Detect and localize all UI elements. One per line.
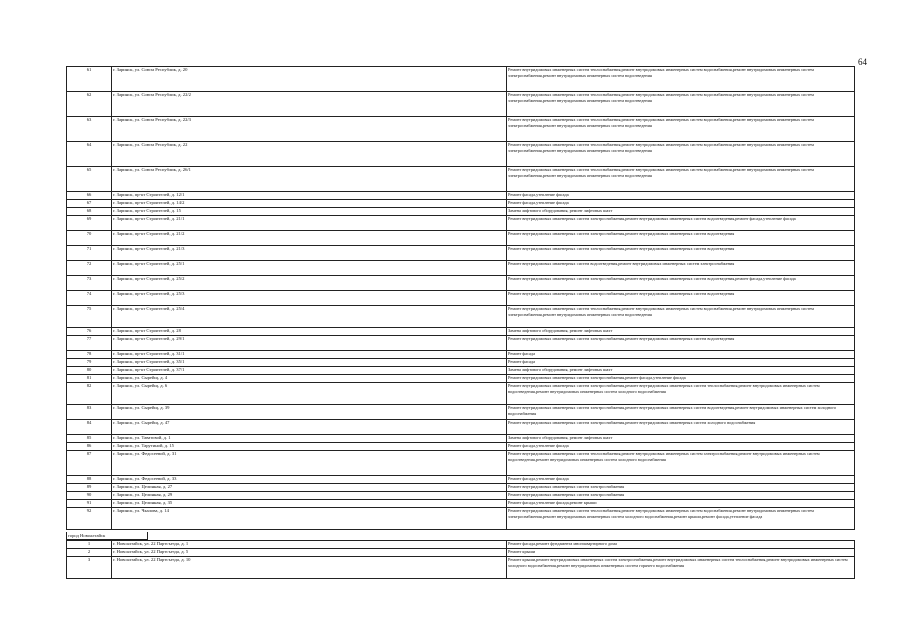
work-cell: Ремонт внутридомовых инженерных систем электроснабжения	[507, 484, 855, 492]
table-row	[67, 142, 855, 167]
work-cell: Замена лифтового оборудования, ремонт лифтовых шахт	[507, 435, 855, 443]
address-cell: г. Заринск, ул. Целинная, д. 27	[112, 484, 507, 492]
work-cell: Ремонт фасада	[507, 351, 855, 359]
table-row	[67, 351, 855, 359]
row-number: 81	[67, 375, 112, 383]
address-cell: г. Заринск, пр-кт Строителей, д. 14/2	[112, 200, 507, 208]
row-number: 66	[67, 192, 112, 200]
table-row	[67, 336, 855, 351]
table-row	[67, 476, 855, 484]
work-cell: Ремонт внутридомовых инженерных систем электроснабжения,ремонт внутридомовых инженерных систем холодного водоснабжения	[507, 420, 855, 435]
table-row	[67, 246, 855, 261]
work-cell: Ремонт фасада,ремонт фундамента многоквартирного дома	[507, 541, 855, 549]
address-cell: г. Заринск, ул. Федосеевой, д. 31	[112, 451, 507, 476]
novoaltaysk-table	[66, 540, 855, 579]
row-number: 72	[67, 261, 112, 276]
table-row	[67, 291, 855, 306]
work-cell: Ремонт фасада,утепление фасада	[507, 192, 855, 200]
row-number: 73	[67, 276, 112, 291]
row-number: 67	[67, 200, 112, 208]
work-cell: Ремонт внутридомовых инженерных систем электроснабжения,ремонт фасада,утепление фасада	[507, 375, 855, 383]
table-row	[67, 484, 855, 492]
work-cell: Ремонт внутридомовых инженерных систем электроснабжения,ремонт внутридомовых инженерных систем водоотведения,ремонт фасада,утепление фасада	[507, 276, 855, 291]
address-cell: г. Новоалтайск, ул. 22 Партсъезда, д. 10	[112, 557, 507, 579]
table-row	[67, 208, 855, 216]
work-cell: Ремонт внутридомовых инженерных систем электроснабжения,ремонт внутридомовых инженерных систем водоотведения,ремонт фасада,утепление фасада	[507, 216, 855, 231]
address-cell: г. Заринск, пр-кт Строителей, д. 25/4	[112, 306, 507, 328]
row-number: 84	[67, 420, 112, 435]
address-cell: г. Заринск, пр-кт Строителей, д. 21/2	[112, 231, 507, 246]
work-cell: Замена лифтового оборудования, ремонт лифтовых шахт	[507, 328, 855, 336]
table-row	[67, 549, 855, 557]
table-row	[67, 443, 855, 451]
work-cell: Ремонт фасада,утепление фасада	[507, 200, 855, 208]
table-row	[67, 492, 855, 500]
row-number: 88	[67, 476, 112, 484]
row-number: 64	[67, 142, 112, 167]
address-cell: г. Заринск, ул. Сырейщ, д. 47	[112, 420, 507, 435]
table-row	[67, 508, 855, 530]
work-cell: Ремонт фасада,утепление фасада,ремонт крыши	[507, 500, 855, 508]
table-row	[67, 383, 855, 405]
table-row	[67, 367, 855, 375]
row-number: 71	[67, 246, 112, 261]
work-cell: Ремонт фасада	[507, 359, 855, 367]
work-cell: Замена лифтового оборудования, ремонт лифтовых шахт	[507, 367, 855, 375]
address-cell: г. Заринск, ул. Целинная, д. 29	[112, 492, 507, 500]
table-row	[67, 500, 855, 508]
work-cell: Ремонт внутридомовых инженерных систем теплоснабжения,ремонт внутридомовых инженерных систем водоснабжения,ремонт внутридомовых инженерных систем электроснабжения,ремонт внутридомовых инженерных систем водоотведения	[507, 92, 855, 117]
table-row	[67, 117, 855, 142]
work-cell: Ремонт крыши,ремонт внутридомовых инженерных систем электроснабжения,ремонт внутридомовых инженерных систем теплоснабжения,ремонт внутридомовых инженерных систем холодного водоснабжения,ремонт внутридомовых инженерных систем горячего водоснабжения	[507, 557, 855, 579]
table-row	[67, 541, 855, 549]
work-cell: Ремонт фасада,утепление фасада	[507, 476, 855, 484]
row-number: 68	[67, 208, 112, 216]
table-row	[67, 231, 855, 246]
address-cell: г. Заринск, пр-кт Строителей, д. 21/3	[112, 246, 507, 261]
address-cell: г. Заринск, ул. Федосеевой, д. 33	[112, 476, 507, 484]
table-row	[67, 375, 855, 383]
work-cell: Ремонт внутридомовых инженерных систем теплоснабжения,ремонт внутридомовых инженерных систем водоснабжения,ремонт внутридомовых инженерных систем электроснабжения,ремонт внутридомовых инженерных систем водоотведения	[507, 306, 855, 328]
address-cell: г. Заринск, пр-кт Строителей, д. 25/2	[112, 276, 507, 291]
address-cell: г. Заринск, пр-кт Строителей, д. 29/1	[112, 336, 507, 351]
row-number: 65	[67, 167, 112, 192]
table-row	[67, 557, 855, 579]
work-cell: Ремонт внутридомовых инженерных систем электроснабжения	[507, 492, 855, 500]
table-row	[67, 167, 855, 192]
table-row	[67, 192, 855, 200]
page-number: 64	[858, 57, 867, 67]
table-row	[67, 216, 855, 231]
work-cell: Ремонт внутридомовых инженерных систем электроснабжения,ремонт внутридомовых инженерных систем водоотведения	[507, 336, 855, 351]
row-number: 92	[67, 508, 112, 530]
table-row	[67, 405, 855, 420]
row-number: 63	[67, 117, 112, 142]
table-row	[67, 359, 855, 367]
table-row	[67, 200, 855, 208]
address-cell: г. Заринск, ул. Союза Республик, д. 26/1	[112, 167, 507, 192]
address-cell: г. Заринск, пр-кт Строителей, д. 15	[112, 208, 507, 216]
row-number: 76	[67, 328, 112, 336]
work-cell: Ремонт внутридомовых инженерных систем электроснабжения,ремонт внутридомовых инженерных систем водоотведения	[507, 231, 855, 246]
address-cell: г. Заринск, ул. Целинная, д. 35	[112, 500, 507, 508]
section-title: город Новоалтайск	[66, 532, 148, 540]
row-number: 80	[67, 367, 112, 375]
address-cell: г. Заринск, ул. Тарутиной, д. 15	[112, 443, 507, 451]
row-number: 70	[67, 231, 112, 246]
address-cell: г. Заринск, ул. Чкалова, д. 14	[112, 508, 507, 530]
table-row	[67, 420, 855, 435]
row-number: 3	[67, 557, 112, 579]
row-number: 91	[67, 500, 112, 508]
address-cell: г. Заринск, пр-кт Строителей, д. 21/1	[112, 216, 507, 231]
work-cell: Ремонт внутридомовых инженерных систем теплоснабжения,ремонт внутридомовых инженерных систем электроснабжения,ремонт внутридомовых инженерных систем водоотведения,ремонт внутридомовых инженерных систем холодного водоснабжения	[507, 451, 855, 476]
address-cell: г. Заринск, пр-кт Строителей, д. 37/1	[112, 367, 507, 375]
address-cell: г. Заринск, пр-кт Строителей, д. 35/1	[112, 359, 507, 367]
work-cell: Ремонт фасада,утепление фасада	[507, 443, 855, 451]
row-number: 75	[67, 306, 112, 328]
address-cell: г. Заринск, ул. Сырейщ, д. 39	[112, 405, 507, 420]
address-cell: г. Заринск, пр-кт Строителей, д. 12/1	[112, 192, 507, 200]
work-cell: Ремонт внутридомовых инженерных систем электроснабжения,ремонт внутридомовых инженерных систем водоотведения,ремонт внутридомовых инженерных систем холодного водоснабжения	[507, 405, 855, 420]
table-row	[67, 306, 855, 328]
address-cell: г. Новоалтайск, ул. 22 Партсъезда, д. 1	[112, 541, 507, 549]
row-number: 77	[67, 336, 112, 351]
address-cell: г. Заринск, ул. Союза Республик, д. 22	[112, 142, 507, 167]
row-number: 82	[67, 383, 112, 405]
row-number: 90	[67, 492, 112, 500]
address-cell: г. Новоалтайск, ул. 22 Партсъезда, д. 5	[112, 549, 507, 557]
table-row	[67, 67, 855, 92]
row-number: 79	[67, 359, 112, 367]
work-cell: Ремонт внутридомовых инженерных систем теплоснабжения,ремонт внутридомовых инженерных систем водоснабжения,ремонт внутридомовых инженерных систем электроснабжения,ремонт внутридомовых инженерных систем водоотведения	[507, 167, 855, 192]
address-cell: г. Заринск, пр-кт Строителей, д. 25/1	[112, 261, 507, 276]
row-number: 89	[67, 484, 112, 492]
table-row	[67, 451, 855, 476]
address-cell: г. Заринск, ул. Сырейщ, д. 6	[112, 383, 507, 405]
address-cell: г. Заринск, ул. Сырейщ, д. 4	[112, 375, 507, 383]
table-row	[67, 276, 855, 291]
address-cell: г. Заринск, ул. Союза Республик, д. 22/3	[112, 117, 507, 142]
address-cell: г. Заринск, ул. Таватовой, д. 1	[112, 435, 507, 443]
table-row	[67, 328, 855, 336]
address-cell: г. Заринск, пр-кт Строителей, д. 31/1	[112, 351, 507, 359]
address-cell: г. Заринск, пр-кт Строителей, д. 28	[112, 328, 507, 336]
row-number: 78	[67, 351, 112, 359]
table-row	[67, 435, 855, 443]
row-number: 2	[67, 549, 112, 557]
table-row	[67, 92, 855, 117]
row-number: 87	[67, 451, 112, 476]
row-number: 69	[67, 216, 112, 231]
work-cell: Ремонт крыши	[507, 549, 855, 557]
work-cell: Ремонт внутридомовых инженерных систем электроснабжения,ремонт внутридомовых инженерных систем водоотведения	[507, 291, 855, 306]
row-number: 62	[67, 92, 112, 117]
address-cell: г. Заринск, ул. Союза Республик, д. 20	[112, 67, 507, 92]
works-table	[66, 66, 855, 530]
row-number: 86	[67, 443, 112, 451]
row-number: 83	[67, 405, 112, 420]
work-cell: Замена лифтового оборудования, ремонт лифтовых шахт	[507, 208, 855, 216]
work-cell: Ремонт внутридомовых инженерных систем электроснабжения,ремонт внутридомовых инженерных систем теплоснабжения,ремонт внутридомовых инженерных систем водоотведения,ремонт внутридомовых инженерных систем холодного водоснабжения	[507, 383, 855, 405]
row-number: 61	[67, 67, 112, 92]
work-cell: Ремонт внутридомовых инженерных систем теплоснабжения,ремонт внутридомовых инженерных систем водоснабжения,ремонт внутридомовых инженерных систем электроснабжения,ремонт внутридомовых инженерных систем холодного водоснабжения,ремонт крыши,ремонт фасада,утепление фасада	[507, 508, 855, 530]
address-cell: г. Заринск, ул. Союза Республик, д. 22/2	[112, 92, 507, 117]
row-number: 85	[67, 435, 112, 443]
work-cell: Ремонт внутридомовых инженерных систем электроснабжения,ремонт внутридомовых инженерных систем водоотведения	[507, 246, 855, 261]
row-number: 1	[67, 541, 112, 549]
row-number: 74	[67, 291, 112, 306]
work-cell: Ремонт внутридомовых инженерных систем теплоснабжения,ремонт внутридомовых инженерных систем водоснабжения,ремонт внутридомовых инженерных систем электроснабжения,ремонт внутридомовых инженерных систем водоотведения	[507, 142, 855, 167]
address-cell: г. Заринск, пр-кт Строителей, д. 25/3	[112, 291, 507, 306]
table-row	[67, 261, 855, 276]
work-cell: Ремонт внутридомовых инженерных систем теплоснабжения,ремонт внутридомовых инженерных систем водоснабжения,ремонт внутридомовых инженерных систем электроснабжения,ремонт внутридомовых инженерных систем водоотведения	[507, 117, 855, 142]
work-cell: Ремонт внутридомовых инженерных систем водоотведения,ремонт внутридомовых инженерных систем электроснабжения	[507, 261, 855, 276]
work-cell: Ремонт внутридомовых инженерных систем теплоснабжения,ремонт внутридомовых инженерных систем водоснабжения,ремонт внутридомовых инженерных систем электроснабжения,ремонт внутридомовых инженерных систем водоотведения	[507, 67, 855, 92]
